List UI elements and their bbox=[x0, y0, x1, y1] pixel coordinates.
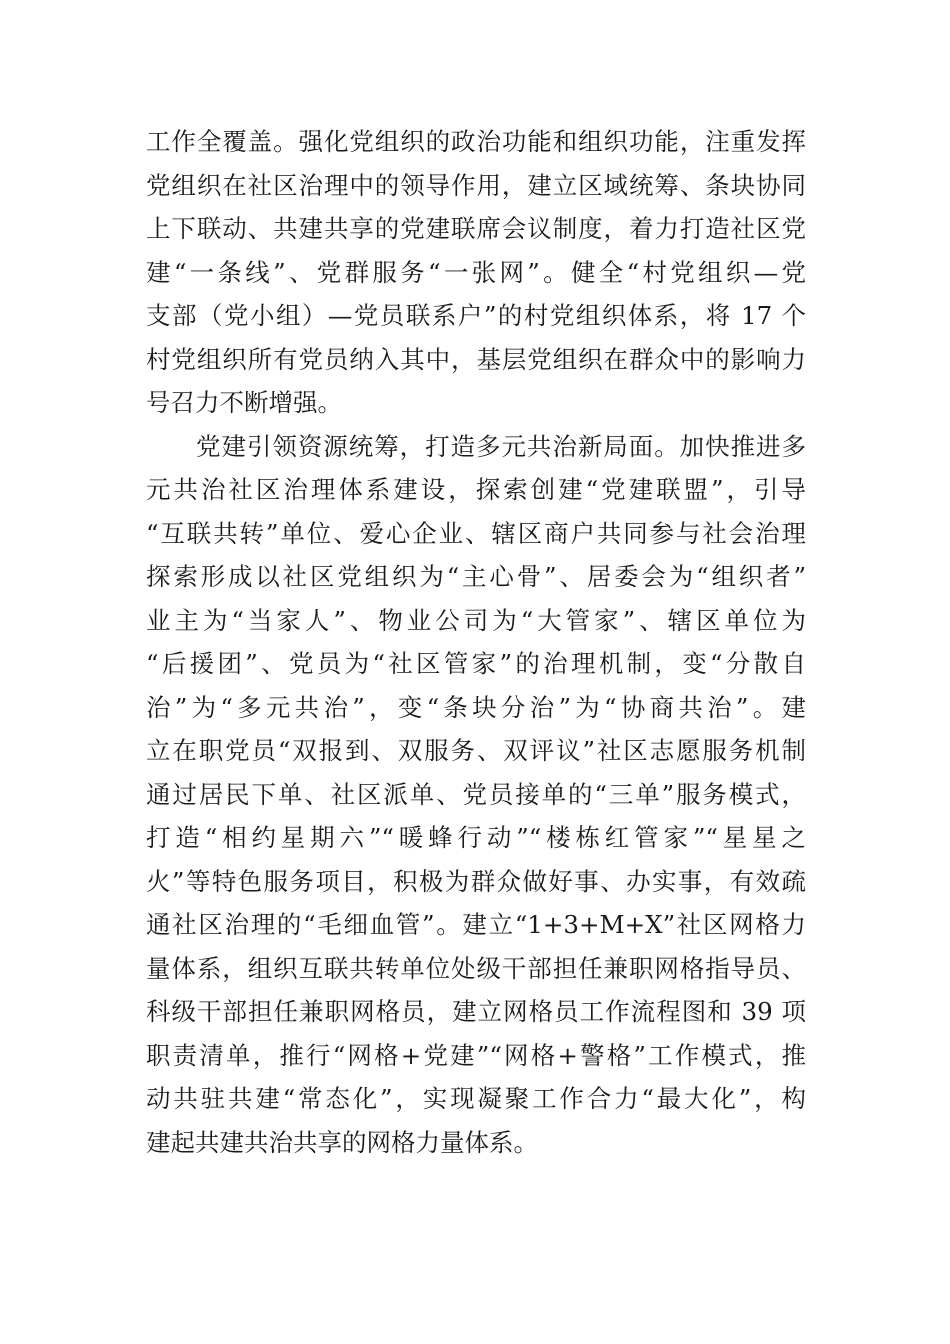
text-line: 建起共建共治共享的网格力量体系。 bbox=[146, 1127, 538, 1157]
text-line: 党组织在社区治理中的领导作用，建立区域统筹、条块协同 bbox=[146, 170, 806, 200]
text-line: 量体系，组织互联共转单位处级干部担任兼职网格指导员、 bbox=[146, 953, 806, 983]
text-line: 党建引领资源统筹，打造多元共治新局面。加快推进多 bbox=[196, 431, 806, 461]
text-line: 业主为“当家人”、物业公司为“大管家”、辖区单位为 bbox=[146, 605, 806, 635]
text-line: 通过居民下单、社区派单、党员接单的“三单”服务模式， bbox=[146, 779, 806, 809]
text-line: 通社区治理的“毛细血管”。建立“1+3+M+X”社区网格力 bbox=[146, 910, 806, 939]
text-line: 号召力不断增强。 bbox=[146, 388, 342, 417]
body-text bbox=[146, 120, 806, 1164]
text-line: 科级干部担任兼职网格员，建立网格员工作流程图和 39 项 bbox=[146, 997, 806, 1026]
text-line: 职责清单，推行“网格+党建”“网格+警格”工作模式，推 bbox=[146, 1040, 806, 1070]
text-line: 探索形成以社区党组织为“主心骨”、居委会为“组织者” bbox=[146, 562, 806, 591]
text-line: 支部（党小组）—党员联系户”的村党组织体系，将 17 个 bbox=[146, 301, 806, 330]
text-line: 元共治社区治理体系建设，探索创建“党建联盟”，引导 bbox=[146, 475, 806, 504]
text-line: 工作全覆盖。强化党组织的政治功能和组织功能，注重发挥 bbox=[146, 127, 806, 156]
text-line: 火”等特色服务项目，积极为群众做好事、办实事，有效疏 bbox=[146, 866, 806, 896]
text-line: 建“一条线”、党群服务“一张网”。健全“村党组织—党 bbox=[146, 257, 806, 287]
text-line: “互联共转”单位、爱心企业、辖区商户共同参与社会治理 bbox=[146, 518, 806, 548]
text-line: 动共驻共建“常态化”，实现凝聚工作合力“最大化”，构 bbox=[146, 1084, 806, 1113]
paragraph-1 bbox=[146, 120, 806, 425]
text-line: 立在职党员“双报到、双服务、双评议”社区志愿服务机制 bbox=[146, 736, 806, 765]
text-line: 村党组织所有党员纳入其中，基层党组织在群众中的影响力 bbox=[146, 344, 806, 374]
paragraph-2 bbox=[146, 425, 806, 1165]
text-line: 上下联动、共建共享的党建联席会议制度，着力打造社区党 bbox=[146, 214, 806, 243]
text-line: 治”为“多元共治”，变“条块分治”为“协商共治”。建 bbox=[146, 692, 806, 722]
text-line: “后援团”、党员为“社区管家”的治理机制，变“分散自 bbox=[146, 649, 806, 678]
text-line: 打造“相约星期六”“暖蜂行动”“楼栋红管家”“星星之 bbox=[146, 823, 806, 852]
